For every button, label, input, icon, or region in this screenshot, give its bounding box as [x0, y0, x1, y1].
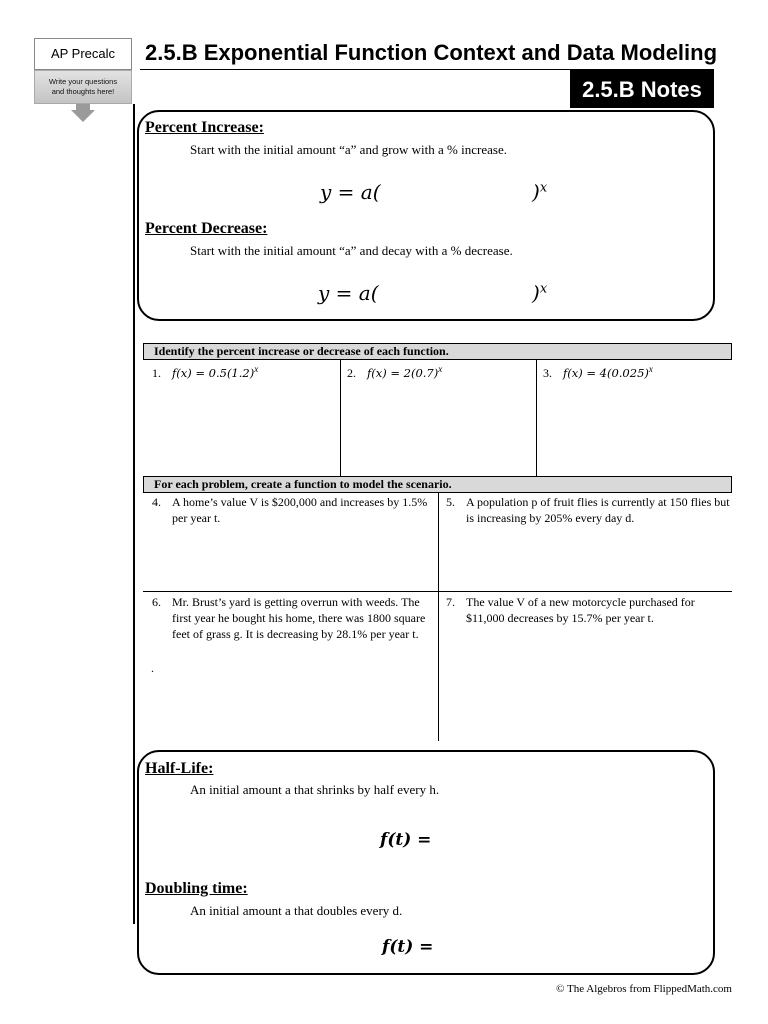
stray-mark: . [151, 661, 154, 675]
half-life-heading: Half-Life: [145, 760, 214, 777]
identify-item-3: 3. $f(x) = 4(0.025)^x$ [543, 364, 653, 380]
percent-increase-text: Start with the initial amount “a” and grow with a % increase. [190, 142, 507, 157]
doubling-time-formula: f(t) = [382, 937, 434, 957]
half-life-text: An initial amount a that shrinks by half every h. [190, 782, 440, 797]
identify-item-2: 2. $f(x) = 2(0.7)^x$ [347, 364, 443, 380]
doubling-time-heading: Doubling time: [145, 880, 248, 897]
notes-hint-line2: and thoughts here! [51, 87, 115, 96]
problem-6: 6. Mr. Brust’s yard is getting overrun with weeds. The first year he bought his home, there was 1800 square feet of grass g. It is decreasing by 28.1% per year t. [152, 595, 426, 641]
doubling-time-text: An initial amount a that doubles every d. [190, 903, 403, 918]
percent-increase-formula-left: y = a( [320, 180, 381, 204]
table-divider [536, 360, 537, 476]
table-divider [340, 360, 341, 476]
footer-credit: © The Algebros from FlippedMath.com [556, 983, 732, 995]
problem-4: 4. A home’s value V is $200,000 and increases by 1.5% per year t. [152, 495, 428, 525]
percent-decrease-heading: Percent Decrease: [145, 220, 268, 237]
percent-decrease-formula-left: y = a( [318, 281, 379, 305]
course-label: AP Precalc [34, 38, 132, 70]
notes-hint [34, 70, 132, 104]
percent-increase-formula-right: )$^x$ [532, 180, 548, 204]
table-divider [438, 493, 439, 741]
percent-decrease-formula-right: )$^x$ [532, 281, 548, 305]
identify-table-header: Identify the percent increase or decrease of each function. [143, 343, 732, 360]
half-life-formula: f(t) = [380, 830, 432, 850]
notes-hint-line1: Write your questions [48, 77, 118, 86]
problem-5: 5. A population p of fruit flies is currently at 150 flies but is increasing by 205% every day d. [446, 495, 730, 525]
model-table-header: For each problem, create a function to model the scenario. [143, 476, 732, 493]
notes-badge: 2.5.B Notes [570, 70, 714, 108]
percent-increase-heading: Percent Increase: [145, 119, 264, 136]
page-title: 2.5.B Exponential Function Context and Data Modeling [145, 40, 718, 65]
identify-item-1: 1. $f(x) = 0.5(1.2)^x$ [152, 364, 259, 380]
margin-divider [133, 104, 135, 924]
percent-decrease-text: Start with the initial amount “a” and decay with a % decrease. [190, 243, 513, 258]
problem-7: 7. The value V of a new motorcycle purchased for $11,000 decreases by 15.7% per year t. [446, 595, 695, 625]
table-row-divider [143, 591, 732, 592]
